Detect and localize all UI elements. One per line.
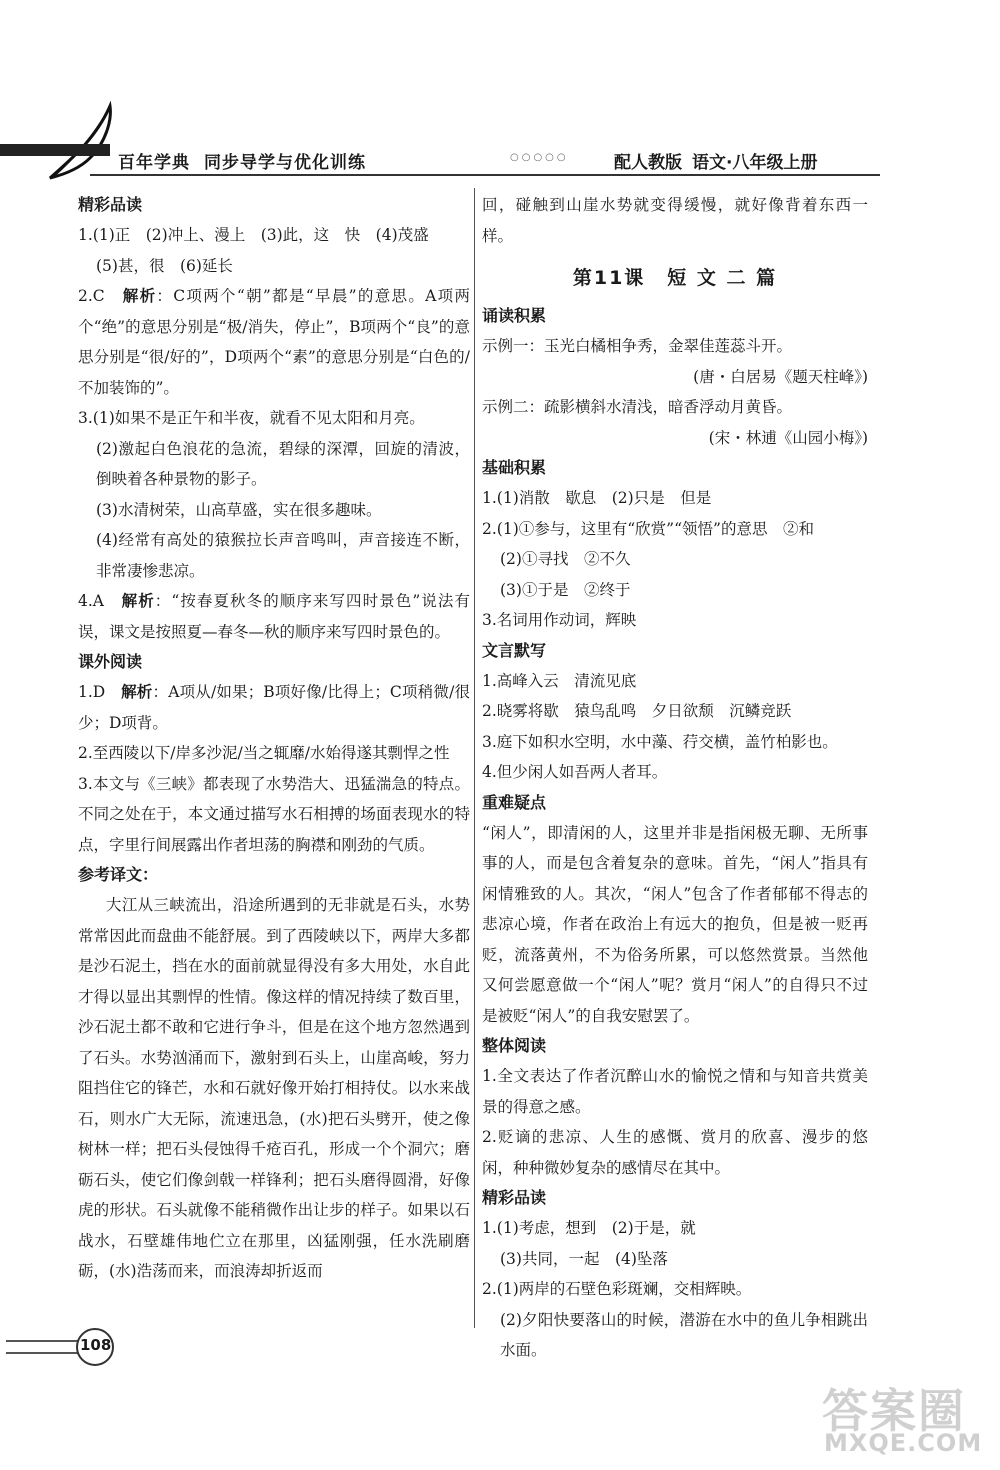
- answer-line: (3)①于是 ②终于: [500, 580, 631, 599]
- section-title: 精彩品读: [78, 195, 143, 214]
- header-left-title: [118, 148, 366, 173]
- page-number-decor-lines: [6, 1340, 78, 1354]
- answer-line: 1.(1)正 (2)冲上、漫上 (3)此，这 快 (4)茂盛: [78, 226, 429, 244]
- answer-paragraph: 1.全文表达了作者沉醉山水的愉悦之情和与知音共赏美景的得意之感。: [482, 1067, 868, 1116]
- answer-paragraph: [78, 281, 470, 403]
- answer-line: (3)水清树荣，山高草盛，实在很多趣味。: [96, 500, 382, 519]
- watermark: [820, 1375, 990, 1465]
- analysis-keyword: 解析: [121, 592, 155, 610]
- answer-line: 2.(1)两岸的石壁色彩斑斓，交相辉映。: [482, 1280, 752, 1298]
- answer-paragraph: 2.贬谪的悲凉、人生的感慨、赏月的欣喜、漫步的悠闲，种种微妙复杂的感情尽在其中。: [482, 1128, 868, 1177]
- example-source: (宋・林逋《山园小梅》): [708, 428, 868, 447]
- answer-line: (5)甚，很 (6)延长: [96, 256, 233, 275]
- answer-line: 4.但少闲人如吾两人者耳。: [482, 763, 668, 781]
- section-title: 基础积累: [482, 458, 547, 477]
- lesson-number: 第11课: [572, 267, 646, 289]
- watermark-url: MXQE.COM: [824, 1429, 983, 1457]
- section-title: 课外阅读: [78, 652, 143, 671]
- translation-paragraph: 大江从三峡流出，沿途所遇到的无非就是石头，水势常常因此而盘曲不能舒展。到了西陵峡以下，两岸大多都是沙石泥土，挡在水的面前就显得没有多大用处，水自此才得以显出其剽悍的性情。像这样的情况持续了数百里，沙石泥土都不敢和它进行争斗，但是在这个地方忽然遇到了石头。水势汹涌而下，激射到石头上，山崖高峻，努力阻挡住它的锋芒，水和石就好像开始打相持仗。以水来战石，则水广大无际，流速迅急，(水)把石头劈开，使之像树林一样；把石头侵蚀得千疮百孔，形成一个个洞穴；磨砺石头，使它们像剑戟一样锋利；把石头磨得圆滑，好像虎的形状。石头就像不能稍微作出让步的样子。如果以石战水，石壁雄伟地伫立在那里，凶猛刚强，任水洗刷磨砺，(水)浩荡而来，而浪涛却折返而: [78, 896, 470, 1280]
- header-right-title: [614, 148, 817, 173]
- example-source: (唐・白居易《题天柱峰》): [693, 367, 868, 386]
- watermark-logo-text: 答案圈: [822, 1384, 966, 1438]
- analysis-text: ：A项从/如果；B项好像/比得上；C项稍微/很少；D项背。: [78, 683, 470, 732]
- answer-line: 3.(1)如果不是正午和半夜，就看不见太阳和月亮。: [78, 409, 425, 427]
- feather-logo-icon: [40, 100, 130, 180]
- lesson-title: 短 文 二 篇: [667, 267, 778, 289]
- column-divider: [474, 188, 475, 1328]
- left-column: [78, 190, 470, 1287]
- right-column: [482, 190, 868, 1366]
- example-line: 示例二：疏影横斜水清浅，暗香浮动月黄昏。: [482, 398, 793, 416]
- section-title: 整体阅读: [482, 1036, 547, 1055]
- answer-paragraph: 3.本文与《三峡》都表现了水势浩大、迅猛湍急的特点。不同之处在于，本文通过描写水石相搏的场面表现水的特点，字里行间展露出作者坦荡的胸襟和刚劲的气质。: [78, 774, 470, 854]
- answer-lead: 1.D: [78, 683, 122, 701]
- continuation-paragraph: 回，碰触到山崖水势就变得缓慢，就好像背着东西一样。: [482, 196, 868, 245]
- book-title: 百年学典: [118, 153, 190, 173]
- answer-line: 3.庭下如积水空明，水中藻、荇交横，盖竹柏影也。: [482, 732, 838, 751]
- answer-paragraph: [78, 677, 470, 738]
- answer-line: (3)共同，一起 (4)坠落: [500, 1249, 668, 1268]
- analysis-keyword: 解析: [121, 683, 153, 701]
- lesson-heading: [482, 255, 868, 301]
- answer-paragraph: [78, 586, 470, 647]
- page-header: [0, 100, 1000, 180]
- section-title: 重难疑点: [482, 792, 547, 812]
- answer-line: 2.(1)①参与，这里有“欣赏”“领悟”的意思 ②和: [482, 519, 814, 538]
- answer-line: 1.(1)消散 歇息 (2)只是 但是: [482, 489, 712, 507]
- analysis-paragraph: “闲人”，即清闲的人，这里并非是指闲极无聊、无所事事的人，而是包含着复杂的意味。首先，“闲人”指具有闲情雅致的人。其次，“闲人”包含了作者郁郁不得志的悲凉心境，作者在政治上有远大的抱负，但是被一贬再贬，流落黄州，不为俗务所累，可以悠然赏景。当然他又何尝愿意做一个“闲人”呢？赏月“闲人”的自得只不过是被贬“闲人”的自我安慰罢了。: [482, 823, 868, 1025]
- answer-line: 1.(1)考虑，想到 (2)于是，就: [482, 1219, 696, 1237]
- page-number-badge: [0, 1326, 140, 1366]
- answer-line: 2.晓雾将歇 猿鸟乱鸣 夕日欲颓 沉鳞竞跃: [482, 702, 792, 720]
- header-rule: [90, 174, 880, 176]
- edition-label: 配人教版: [614, 153, 682, 173]
- analysis-keyword: 解析: [122, 287, 157, 305]
- answer-lead: 2.C: [78, 287, 123, 305]
- analysis-text: ：“按春夏秋冬的顺序来写四时景色”说法有误，课文是按照夏—春冬—秋的顺序来写四时景色的。: [78, 592, 470, 641]
- answer-paragraph: 2.至西陵以下/岸多沙泥/当之辄靡/水始得遂其剽悍之性: [78, 744, 450, 762]
- example-line: 示例一：玉光白橘相争秀，金翠佳莲蕊斗开。: [482, 337, 793, 355]
- answer-line: (2)①寻找 ②不久: [500, 550, 631, 568]
- page-number: 108: [80, 1336, 112, 1354]
- analysis-text: ：C项两个“朝”都是“早晨”的意思。A项两个“绝”的意思分别是“极/消失，停止”，B项两个“良”的意思分别是“很/好的”，D项两个“素”的意思分别是“白色的/不加装饰的”。: [78, 287, 470, 397]
- section-title: 文言默写: [482, 640, 547, 660]
- answer-line: (4)经常有高处的猿猴拉长声音鸣叫，声音接连不断，非常凄惨悲凉。: [96, 531, 470, 580]
- section-title: 诵读积累: [482, 306, 547, 325]
- section-title: 精彩品读: [482, 1188, 547, 1207]
- book-subtitle: 同步导学与优化训练: [204, 153, 366, 173]
- header-decor-bar: [0, 144, 110, 156]
- answer-line: 1.高峰入云 清流见底: [482, 671, 637, 690]
- subject-grade-label: 语文·八年级上册: [692, 153, 818, 173]
- section-title: 参考译文：: [78, 865, 159, 884]
- answer-lead: 4.A: [78, 592, 122, 610]
- answer-line: (2)夕阳快要落山的时候，潜游在水中的鱼儿争相跳出水面。: [500, 1310, 868, 1359]
- answer-line: (2)激起白色浪花的急流，碧绿的深潭，回旋的清波，倒映着各种景物的影子。: [96, 439, 470, 488]
- answer-line: 3.名词用作动词，辉映: [482, 611, 637, 629]
- header-dots: ○○○○○: [510, 152, 569, 163]
